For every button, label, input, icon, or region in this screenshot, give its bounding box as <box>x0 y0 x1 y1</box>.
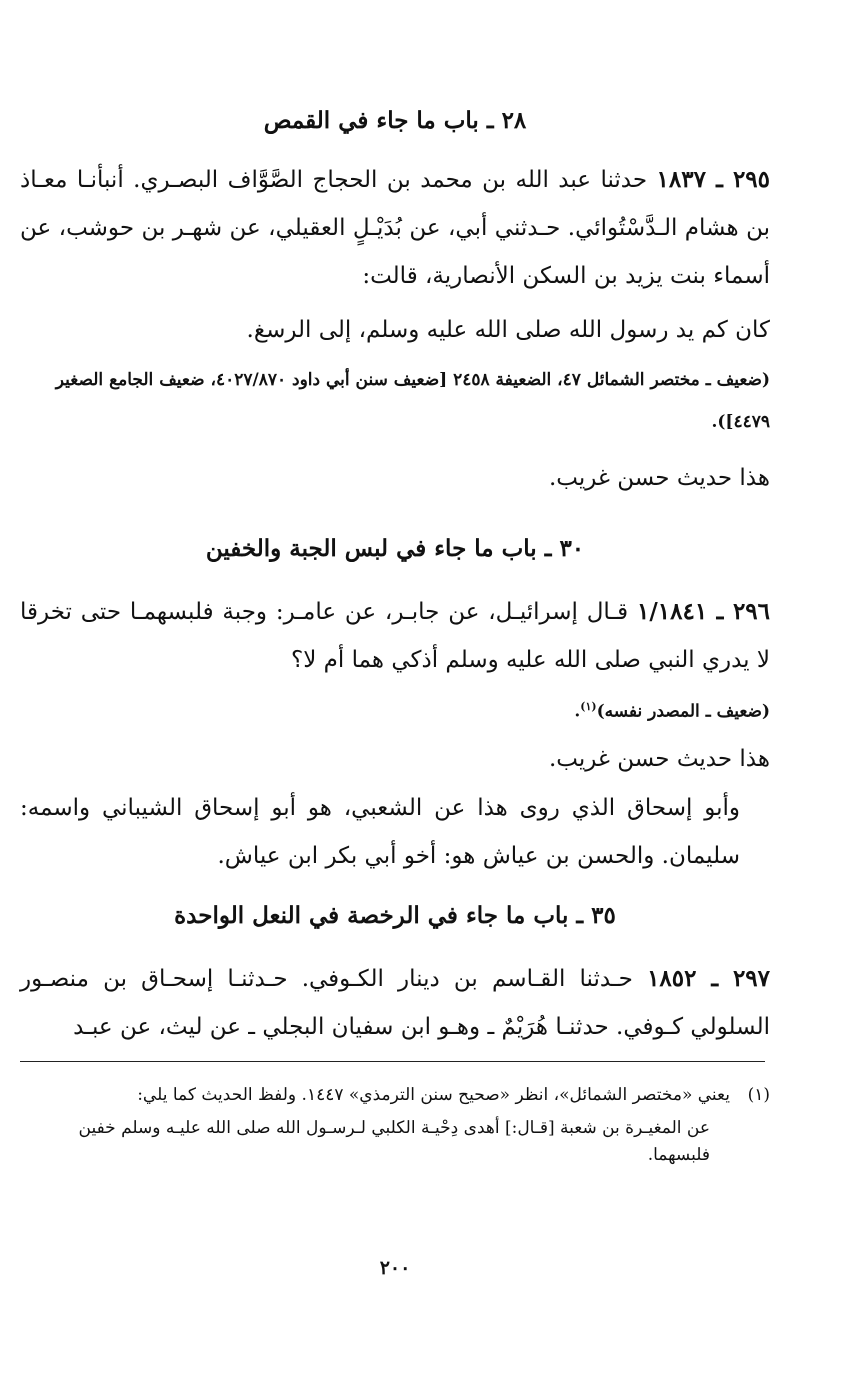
hadith-295 <box>20 156 770 300</box>
footnote-text: يعني «مختصر الشمائل»، انظر «صحيح سنن الترمذي» ١٤٤٧. ولفظ الحديث كما يلي: <box>137 1085 730 1105</box>
hadith-text: قـال إسرائيـل، عن جابـر، عن عامـر: وجبة فلبسهمـا حتى تخرقا لا يدري النبي صلى الله عليه وسلم أذكي هما أم لا؟ <box>20 599 770 673</box>
hadith-matn: كان كم يد رسول الله صلى الله عليه وسلم، إلى الرسغ. <box>246 317 770 343</box>
chapter-heading-28: ٢٨ ـ باب ما جاء في القمص <box>263 107 527 134</box>
hadith-comment: وأبو إسحاق الذي روى هذا عن الشعبي، هو أبو إسحاق الشيباني واسمه: سليمان. والحسن بن عياش هو: أخو أبي بكر ابن عياش. <box>20 795 740 869</box>
hadith-297 <box>20 955 770 1051</box>
footnote-ref: (١) <box>580 700 597 713</box>
book-page <box>20 0 770 1378</box>
hadith-grade: (ضعيف ـ المصدر نفسه)$^{(١)}$. <box>574 700 770 722</box>
hadith-verdict: هذا حديث حسن غريب. <box>548 465 770 491</box>
hadith-number: ٢٩٦ ـ ١/١٨٤١ <box>637 598 770 625</box>
hadith-number: ٢٩٧ ـ ١٨٥٢ <box>647 965 770 992</box>
footnote-marker: (١) <box>747 1085 770 1105</box>
hadith-text: حدثنا عبد الله بن محمد بن الحجاج الصَّوَّاف البصـري. أنبأنـا معـاذ بن هشام الـدَّسْتُوائي. حـدثني أبي، عن بُدَيْـلٍ العقيلي، عن شهـر بن حوشب، عن أسماء بنت يزيد بن السكن الأنصارية، قالت: <box>20 167 770 289</box>
footnote-quote: عن المغيـرة بن شعبة [قـال:] أهدى دِحْيـة الكلبي لـرسـول الله صلى الله عليـه وسلم خفين فلبسهما. <box>78 1118 710 1165</box>
hadith-296 <box>20 588 770 684</box>
hadith-verdict: هذا حديث حسن غريب. <box>548 746 770 772</box>
footnote-line <box>20 1082 770 1109</box>
footnote-divider <box>20 1061 765 1062</box>
footnote <box>20 1082 770 1169</box>
hadith-grade: (ضعيف ـ مختصر الشمائل ٤٧، الضعيفة ٢٤٥٨ [ضعيف سنن أبي داود ٤٠٢٧/٨٧٠، ضعيف الجامع الصغير ٤٤٧٩]). <box>55 370 770 432</box>
hadith-text: حـدثنا القـاسم بن دينار الكـوفي. حـدثنـا إسحـاق بن منصـور السلولي كـوفي. حدثنـا هُرَيْمٌ ـ وهـو ابن سفيان البجلي ـ عن ليث، عن عبـد <box>20 966 770 1040</box>
chapter-heading-30: ٣٠ ـ باب ما جاء في لبس الجبة والخفين <box>205 535 585 562</box>
chapter-heading-35: ٣٥ ـ باب ما جاء في الرخصة في النعل الواحدة <box>174 902 616 929</box>
page-number: ٢٠٠ <box>379 1257 411 1279</box>
hadith-number: ٢٩٥ ـ ١٨٣٧ <box>656 166 771 193</box>
